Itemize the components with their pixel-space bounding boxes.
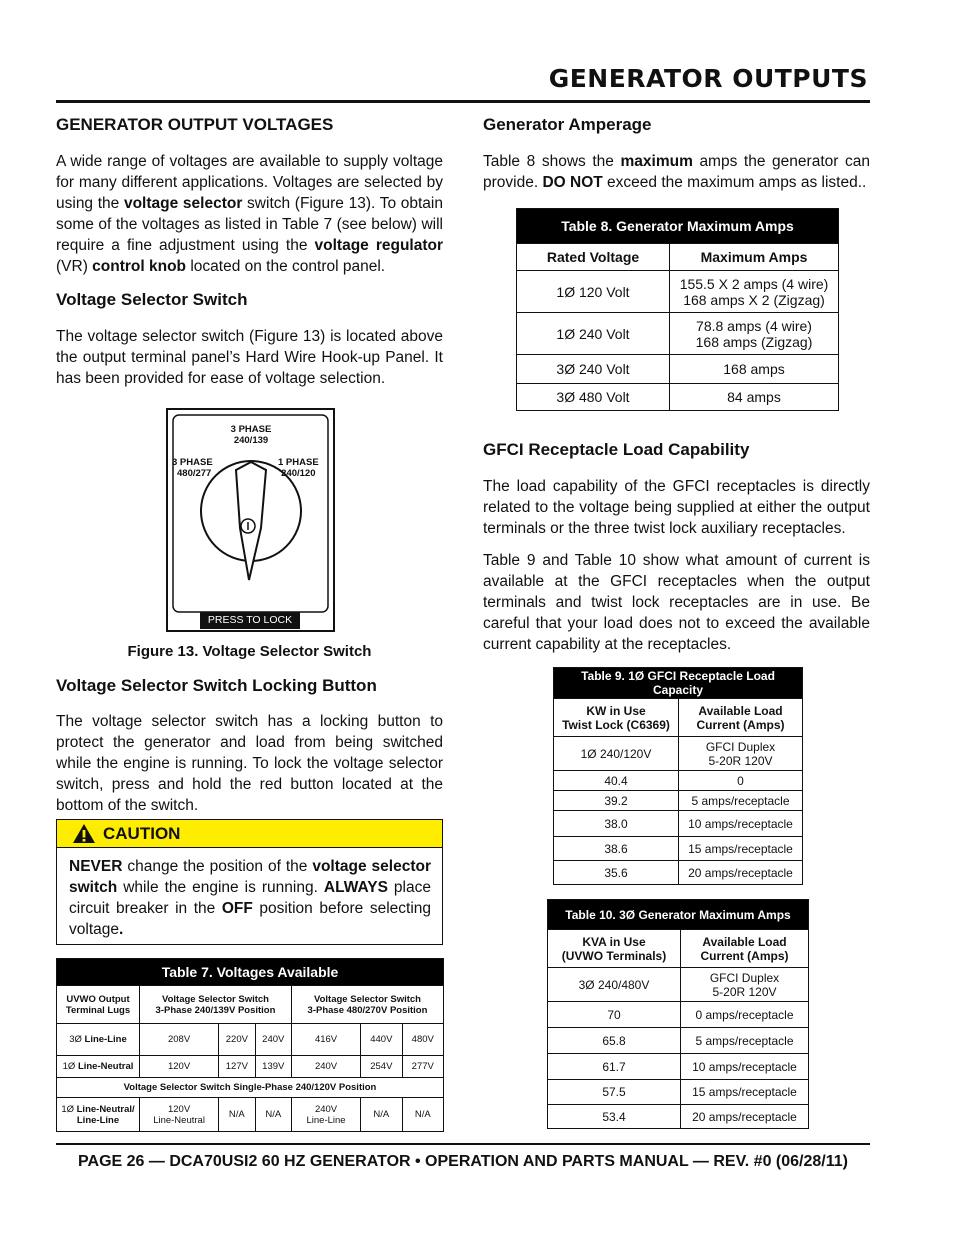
table10-header-load: Available Load Current (Amps) (681, 930, 809, 968)
paragraph-gfci-load-2: Table 9 and Table 10 show what amount of current is available at the GFCI receptacles when the output terminals and twist lock receptacles are in use. Be careful that your load does not to exceed the available current capability at the receptacles. (483, 552, 870, 653)
table8-header-max-amps: Maximum Amps (670, 244, 839, 271)
table-row: 3Ø 240/480V GFCI Duplex 5-20R 120V (548, 968, 809, 1002)
caution-text: NEVER change the position of the voltage selector switch while the engine is running. ALWAYS place circuit breaker in the OFF position before selecting voltage. (69, 858, 432, 938)
table10-header-kva: KVA in Use (UVWO Terminals) (548, 930, 681, 968)
table-row: 53.4 20 amps/receptacle (548, 1105, 809, 1129)
table-row: 57.5 15 amps/receptacle (548, 1080, 809, 1105)
table7-caption: Table 7. Voltages Available (57, 959, 444, 986)
table-row: 3Ø 240 Volt 168 amps (517, 355, 839, 384)
table-row: 70 0 amps/receptacle (548, 1002, 809, 1028)
table7-header-240-139: Voltage Selector Switch 3-Phase 240/139V Position (140, 986, 292, 1024)
table7-single-phase-row: Voltage Selector Switch Single-Phase 240/120V Position (57, 1078, 444, 1098)
paragraph-locking-button: The voltage selector switch has a locking button to protect the generator and load from being switched while the engine is running. To lock the voltage selector switch, press and hold the red button located at the bottom of the switch. (56, 713, 443, 814)
table7-header-480-270: Voltage Selector Switch 3-Phase 480/270V Position (291, 986, 443, 1024)
paragraph-output-voltages: A wide range of voltages are available to supply voltage for many different applications. Voltages are selected by using the voltage selector switch (Figure 13). To obtain some of the voltages as listed in Table 7 (see below) will require a fine adjustment using the voltage regulator (VR) control knob located on the control panel. (56, 153, 443, 275)
label-1phase-240-120: 1 PHASE 240/120 (278, 457, 319, 479)
footer-rule (56, 1143, 870, 1145)
press-to-lock-button[interactable]: PRESS TO LOCK (207, 614, 293, 626)
figure-caption: Figure 13. Voltage Selector Switch (127, 643, 372, 660)
page-title: GENERATOR OUTPUTS (548, 64, 868, 93)
table8-caption: Table 8. Generator Maximum Amps (517, 209, 839, 244)
heading-generator-amperage: Generator Amperage (483, 115, 652, 134)
table-row: 61.7 10 amps/receptacle (548, 1054, 809, 1080)
table-row: 38.6 15 amps/receptacle (554, 837, 803, 861)
table-row: 65.8 5 amps/receptacle (548, 1028, 809, 1054)
warning-triangle-icon (72, 823, 96, 844)
table-gfci-load-capacity (553, 667, 803, 885)
paragraph-voltage-selector: The voltage selector switch (Figure 13) is located above the output terminal panel’s Hard Wire Hook-up Panel. It has been provided for ease of voltage selection. (56, 328, 443, 387)
table-row: 38.0 10 amps/receptacle (554, 811, 803, 837)
table9-header-kw: KW in Use Twist Lock (C6369) (554, 699, 679, 737)
paragraph-generator-amperage: Table 8 shows the maximum amps the generator can provide. DO NOT exceed the maximum amps as listed.. (483, 153, 870, 191)
table10-caption: Table 10. 3Ø Generator Maximum Amps (548, 900, 809, 930)
table-row: 1Ø 240/120V GFCI Duplex 5-20R 120V (554, 737, 803, 771)
heading-voltage-selector: Voltage Selector Switch (56, 290, 248, 309)
table-row: 1Ø 240 Volt 78.8 amps (4 wire) 168 amps (Zigzag) (517, 313, 839, 355)
label-3phase-240-139: 3 PHASE 240/139 (230, 424, 272, 446)
caution-header (57, 820, 442, 848)
table-row: 35.6 20 amps/receptacle (554, 861, 803, 885)
table-row: 1Ø 120 Volt 155.5 X 2 amps (4 wire) 168 amps X 2 (Zigzag) (517, 271, 839, 313)
table-row: 3Ø 480 Volt 84 amps (517, 384, 839, 411)
table-generator-max-amps (516, 208, 839, 411)
table-row: 3Ø Line-Line 208V 220V 240V 416V 440V 480V (57, 1024, 444, 1056)
table9-caption: Table 9. 1Ø GFCI Receptacle Load Capacity (554, 668, 803, 699)
page-footer: PAGE 26 — DCA70USI2 60 HZ GENERATOR • OPERATION AND PARTS MANUAL — REV. #0 (06/28/11) (78, 1153, 848, 1170)
caution-label: CAUTION (103, 824, 181, 843)
header-rule (56, 100, 870, 103)
table-row: 1Ø Line-Neutral/ Line-Line 120V Line-Neutral N/A N/A 240V Line-Line N/A N/A (57, 1098, 444, 1132)
table9-header-load: Available Load Current (Amps) (679, 699, 803, 737)
table-voltages-available (56, 958, 444, 1132)
table-row: 1Ø Line-Neutral 120V 127V 139V 240V 254V 277V (57, 1056, 444, 1078)
table-row: 39.2 5 amps/receptacle (554, 791, 803, 811)
heading-gfci-load: GFCI Receptacle Load Capability (483, 440, 750, 459)
table7-header-uvwo: UVWO Output Terminal Lugs (57, 986, 140, 1024)
table-row: 40.4 0 (554, 771, 803, 791)
table8-header-rated-voltage: Rated Voltage (517, 244, 670, 271)
heading-output-voltages: GENERATOR OUTPUT VOLTAGES (56, 115, 334, 134)
heading-locking-button: Voltage Selector Switch Locking Button (56, 676, 377, 695)
caution-box (56, 819, 443, 945)
voltage-selector-switch-figure (166, 408, 336, 633)
table-3phase-max-amps (547, 899, 809, 1129)
label-3phase-480-277: 3 PHASE 480/277 (172, 457, 213, 479)
paragraph-gfci-load-1: The load capability of the GFCI receptacles is directly related to the voltage being supplied at either the output terminals or the three twist lock auxiliary receptacles. (483, 478, 870, 537)
